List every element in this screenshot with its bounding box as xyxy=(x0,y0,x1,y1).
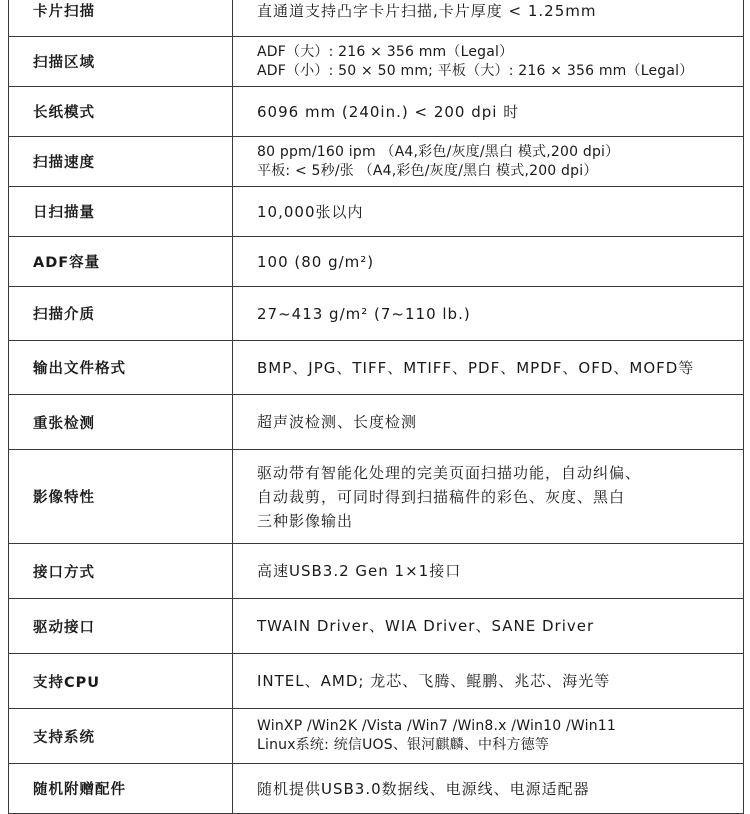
table-row xyxy=(9,37,743,87)
spec-value xyxy=(233,599,743,653)
spec-value-line: 6096 mm (240in.) < 200 dpi 时 xyxy=(257,102,520,121)
spec-value-line: 80 ppm/160 ipm （A4,彩色/灰度/黑白 模式,200 dpi） xyxy=(257,143,620,160)
spec-value-line: INTEL、AMD; 龙芯、飞腾、鲲鹏、兆芯、海光等 xyxy=(257,672,611,690)
spec-label: ADF容量 xyxy=(9,237,233,286)
spec-label: 扫描速度 xyxy=(9,137,233,186)
spec-value-line: 平板: < 5秒/张 （A4,彩色/灰度/黑白 模式,200 dpi） xyxy=(257,162,598,179)
spec-value-line: 直通道支持凸字卡片扫描,卡片厚度 < 1.25mm xyxy=(257,1,597,20)
spec-value xyxy=(233,450,743,543)
table-row xyxy=(9,395,743,450)
spec-table xyxy=(8,0,744,814)
spec-value-line: 三种影像输出 xyxy=(257,511,354,530)
table-row xyxy=(9,237,743,287)
spec-value xyxy=(233,37,743,86)
table-row xyxy=(9,544,743,599)
spec-value xyxy=(233,0,743,36)
table-row xyxy=(9,137,743,187)
table-row xyxy=(9,764,743,814)
table-row xyxy=(9,450,743,544)
spec-label: 支持CPU xyxy=(9,654,233,708)
spec-label: 影像特性 xyxy=(9,450,233,543)
spec-value-line: 27~413 g/m² (7~110 lb.) xyxy=(257,304,471,323)
spec-value xyxy=(233,341,743,394)
spec-value-line: 自动裁剪，可同时得到扫描稿件的彩色、灰度、黑白 xyxy=(257,487,626,506)
table-row xyxy=(9,599,743,654)
spec-value xyxy=(233,287,743,340)
spec-label: 扫描区域 xyxy=(9,37,233,86)
spec-value-line: TWAIN Driver、WIA Driver、SANE Driver xyxy=(257,617,595,635)
table-row xyxy=(9,187,743,237)
table-row xyxy=(9,287,743,341)
spec-value-line: ADF（大）: 216 × 356 mm（Legal） xyxy=(257,43,514,60)
spec-label: 扫描介质 xyxy=(9,287,233,340)
spec-value-line: 驱动带有智能化处理的完美页面扫描功能，自动纠偏、 xyxy=(257,463,642,482)
table-row xyxy=(9,654,743,709)
spec-value-line: BMP、JPG、TIFF、MTIFF、PDF、MPDF、OFD、MOFD等 xyxy=(257,358,695,377)
spec-label: 卡片扫描 xyxy=(9,0,233,36)
spec-value-line: Linux系统: 统信UOS、银河麒麟、中科方德等 xyxy=(257,737,550,753)
spec-value xyxy=(233,395,743,449)
spec-value xyxy=(233,764,743,813)
table-row xyxy=(9,709,743,764)
spec-value-line: ADF（小）: 50 × 50 mm; 平板（大）: 216 × 356 mm（Legal） xyxy=(257,62,694,79)
spec-label: 支持系统 xyxy=(9,709,233,763)
spec-label: 长纸模式 xyxy=(9,87,233,136)
spec-value-line: 随机提供USB3.0数据线、电源线、电源适配器 xyxy=(257,779,590,798)
spec-value xyxy=(233,654,743,708)
spec-label: 驱动接口 xyxy=(9,599,233,653)
spec-value xyxy=(233,237,743,286)
table-row xyxy=(9,0,743,37)
spec-value-line: 超声波检测、长度检测 xyxy=(257,413,418,431)
spec-value xyxy=(233,709,743,763)
spec-value-line: 10,000张以内 xyxy=(257,202,364,221)
spec-label: 接口方式 xyxy=(9,544,233,598)
spec-label: 重张检测 xyxy=(9,395,233,449)
spec-label: 随机附赠配件 xyxy=(9,764,233,813)
spec-value-line: 100 (80 g/m²) xyxy=(257,252,375,271)
table-row xyxy=(9,87,743,137)
table-row xyxy=(9,341,743,395)
spec-label: 输出文件格式 xyxy=(9,341,233,394)
spec-value-line: WinXP /Win2K /Vista /Win7 /Win8.x /Win10 /Win11 xyxy=(257,718,617,734)
spec-label: 日扫描量 xyxy=(9,187,233,236)
spec-value xyxy=(233,187,743,236)
spec-value xyxy=(233,87,743,136)
spec-value xyxy=(233,544,743,598)
spec-value-line: 高速USB3.2 Gen 1×1接口 xyxy=(257,562,462,580)
spec-value xyxy=(233,137,743,186)
